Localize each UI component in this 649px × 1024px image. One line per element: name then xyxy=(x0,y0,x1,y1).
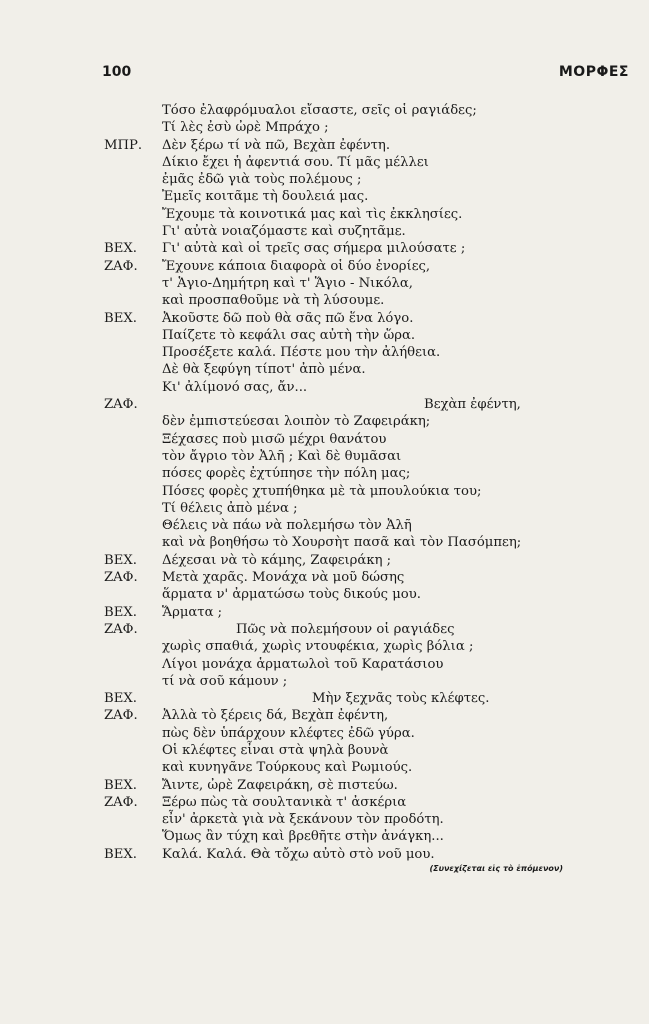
verse-text: Γι' αὐτὰ νοιαζόμαστε καὶ συζητᾶμε. xyxy=(162,224,406,240)
dialogue-line xyxy=(104,846,624,863)
dialogue-line xyxy=(104,188,624,205)
dialogue-line xyxy=(104,361,624,378)
dialogue-line xyxy=(104,725,624,742)
page-number: 100 xyxy=(102,64,132,80)
verse-text: χωρὶς σπαθιά, χωρὶς ντουφέκια, χωρὶς βόλια ; xyxy=(162,639,474,655)
verse-text: Κι' ἀλίμονό σας, ἄν... xyxy=(162,379,308,395)
dialogue-line xyxy=(104,707,624,724)
verse-text: Καλά. Καλά. Θὰ τὄχω αὐτὸ στὸ νοῦ μου. xyxy=(162,846,435,862)
verse-text: Τί θέλεις ἀπὸ μένα ; xyxy=(162,500,298,516)
dialogue-line xyxy=(104,690,624,707)
speaker-name: ΖΑΦ. xyxy=(104,621,138,637)
verse-text: Δέχεσαι νὰ τὸ κάμης, Ζαφειράκη ; xyxy=(162,552,392,568)
verse-text: Ἔχουνε κάποια διαφορὰ οἱ δύο ἐνορίες, xyxy=(162,258,431,274)
dialogue-line xyxy=(104,517,624,534)
verse-text: δὲν ἐμπιστεύεσαι λοιπὸν τὸ Ζαφειράκη; xyxy=(162,414,431,430)
dialogue-line xyxy=(104,206,624,223)
dialogue-line xyxy=(104,621,624,638)
verse-text: πὼς δὲν ὑπάρχουν κλέφτες ἐδῶ γύρα. xyxy=(162,725,415,741)
verse-text: Ἀκοῦστε δῶ ποὺ θὰ σᾶς πῶ ἕνα λόγο. xyxy=(162,310,414,326)
dialogue-line xyxy=(104,483,624,500)
dialogue-line xyxy=(104,742,624,759)
verse-text: Δίκιο ἔχει ἡ ἀφεντιά σου. Τί μᾶς μέλλει xyxy=(162,154,429,170)
dialogue-line xyxy=(104,310,624,327)
running-title: ΜΟΡΦΕΣ xyxy=(558,64,629,80)
dialogue-line xyxy=(104,275,624,292)
dialogue-line xyxy=(104,465,624,482)
verse-text: καὶ νὰ βοηθήσω τὸ Χουρσὴτ πασᾶ καὶ τὸν Πασόμπεη; xyxy=(162,535,522,551)
verse-text: Γι' αὐτὰ καὶ οἱ τρεῖς σας σήμερα μιλούσατε ; xyxy=(162,241,466,257)
dialogue-line xyxy=(104,431,624,448)
dialogue-line xyxy=(104,154,624,171)
dialogue-line xyxy=(104,569,624,586)
speaker-name: ΖΑΦ. xyxy=(104,397,138,413)
verse-text: καὶ προσπαθοῦμε νὰ τὴ λύσουμε. xyxy=(162,293,385,309)
dialogue-line xyxy=(104,552,624,569)
verse-text: Μετὰ χαρᾶς. Μονάχα νὰ μοῦ δώσης xyxy=(162,570,405,586)
speaker-name: ΖΑΦ. xyxy=(104,794,138,810)
dialogue-line xyxy=(104,500,624,517)
dialogue-line xyxy=(104,379,624,396)
verse-text: Μὴν ξεχνᾶς τοὺς κλέφτες. xyxy=(312,691,490,707)
speaker-name: ΒΕΧ. xyxy=(104,691,137,707)
verse-text: Ὅμως ἂν τύχη καὶ βρεθῆτε στὴν ἀνάγκη... xyxy=(162,829,444,845)
verse-text: Ἔχουμε τὰ κοινοτικά μας καὶ τὶς ἐκκλησίες. xyxy=(162,206,463,222)
verse-text: ἐμᾶς ἐδῶ γιὰ τοὺς πολέμους ; xyxy=(162,172,362,188)
dialogue-line xyxy=(104,777,624,794)
speaker-name: ΒΕΧ. xyxy=(104,846,137,862)
dialogue-line xyxy=(104,604,624,621)
dialogue-line xyxy=(104,638,624,655)
verse-text: Λίγοι μονάχα ἁρματωλοὶ τοῦ Καρατάσιου xyxy=(162,656,444,672)
dialogue-line xyxy=(104,292,624,309)
dialogue-line xyxy=(104,119,624,136)
verse-text: Ἀλλὰ τὸ ξέρεις δά, Βεχὰπ ἐφέντη, xyxy=(162,708,389,724)
dialogue-line xyxy=(104,327,624,344)
speaker-name: ΒΕΧ. xyxy=(104,552,137,568)
verse-text: Πόσες φορὲς χτυπήθηκα μὲ τὰ μπουλούκια του; xyxy=(162,483,482,499)
dialogue-line xyxy=(104,586,624,603)
dialogue-line xyxy=(104,759,624,776)
verse-text: Τόσο ἐλαφρόμυαλοι εἴσαστε, σεῖς οἱ ραγιάδες; xyxy=(162,103,477,118)
verse-text: Τί λὲς ἐσὺ ὠρὲ Μπράχο ; xyxy=(162,120,329,136)
verse-text: τί νὰ σοῦ κάμουν ; xyxy=(162,673,288,689)
verse-text: Δὲ θὰ ξεφύγη τίποτ' ἀπὸ μένα. xyxy=(162,362,366,378)
verse-text: εἶν' ἀρκετὰ γιὰ νὰ ξεκάνουν τὸν προδότη. xyxy=(162,812,444,828)
speaker-name: ΖΑΦ. xyxy=(104,258,138,274)
verse-text: Παίζετε τὸ κεφάλι σας αὐτὴ τὴν ὥρα. xyxy=(162,327,416,343)
dialogue-line xyxy=(104,656,624,673)
verse-text: Ξέρω πὼς τὰ σουλτανικὰ τ' ἀσκέρια xyxy=(162,794,407,810)
verse-text: Πῶς νὰ πολεμήσουν οἱ ραγιάδες xyxy=(236,621,455,637)
verse-text: ἅρματα ν' ἀρματώσω τοὺς δικούς μου. xyxy=(162,587,421,603)
dialogue-line xyxy=(104,240,624,257)
verse-text: Οἱ κλέφτες εἶναι στὰ ψηλὰ βουνὰ xyxy=(162,742,389,758)
dialogue-line xyxy=(104,534,624,551)
play-dialogue xyxy=(104,102,624,863)
verse-text: Ξέχασες ποὺ μισῶ μέχρι θανάτου xyxy=(162,431,387,447)
dialogue-line xyxy=(104,828,624,845)
continuation-note: (Συνεχίζεται εἰς τὸ ἑπόμενον) xyxy=(429,864,563,873)
speaker-name: ΒΕΧ. xyxy=(104,241,137,257)
verse-text: Ἄιντε, ὠρὲ Ζαφειράκη, σὲ πιστεύω. xyxy=(162,777,398,793)
speaker-name: ΒΕΧ. xyxy=(104,777,137,793)
dialogue-line xyxy=(104,171,624,188)
verse-text: Ἐμεῖς κοιτᾶμε τὴ δουλειά μας. xyxy=(162,189,369,205)
dialogue-line xyxy=(104,413,624,430)
page-header xyxy=(102,64,629,86)
speaker-name: ΜΠΡ. xyxy=(104,137,143,153)
dialogue-line xyxy=(104,137,624,154)
verse-text: Βεχὰπ ἐφέντη, xyxy=(424,397,521,413)
verse-text: πόσες φορὲς ἐχτύπησε τὴν πόλη μας; xyxy=(162,466,411,482)
dialogue-line xyxy=(104,223,624,240)
dialogue-line xyxy=(104,794,624,811)
dialogue-line xyxy=(104,396,624,413)
verse-text: τ' Ἁγιο-Δημήτρη καὶ τ' Ἅγιο - Νικόλα, xyxy=(162,275,413,291)
speaker-name: ΒΕΧ. xyxy=(104,310,137,326)
dialogue-line xyxy=(104,344,624,361)
dialogue-line xyxy=(104,448,624,465)
speaker-name: ΒΕΧ. xyxy=(104,604,137,620)
verse-text: Δὲν ξέρω τί νὰ πῶ, Βεχὰπ ἐφέντη. xyxy=(162,137,391,153)
speaker-name: ΖΑΦ. xyxy=(104,708,138,724)
verse-text: τὸν ἄγριο τὸν Ἀλῆ ; Καὶ δὲ θυμᾶσαι xyxy=(162,448,402,464)
verse-text: καὶ κυνηγᾶνε Τούρκους καὶ Ρωμιούς. xyxy=(162,760,413,776)
speaker-name: ΖΑΦ. xyxy=(104,570,138,586)
dialogue-line xyxy=(104,258,624,275)
dialogue-line xyxy=(104,102,624,119)
dialogue-line xyxy=(104,811,624,828)
dialogue-line xyxy=(104,673,624,690)
verse-text: Ἅρματα ; xyxy=(162,604,223,620)
verse-text: Προσέξετε καλά. Πέστε μου τὴν ἀλήθεια. xyxy=(162,345,441,361)
verse-text: Θέλεις νὰ πάω νὰ πολεμήσω τὸν Ἀλῆ xyxy=(162,518,412,534)
